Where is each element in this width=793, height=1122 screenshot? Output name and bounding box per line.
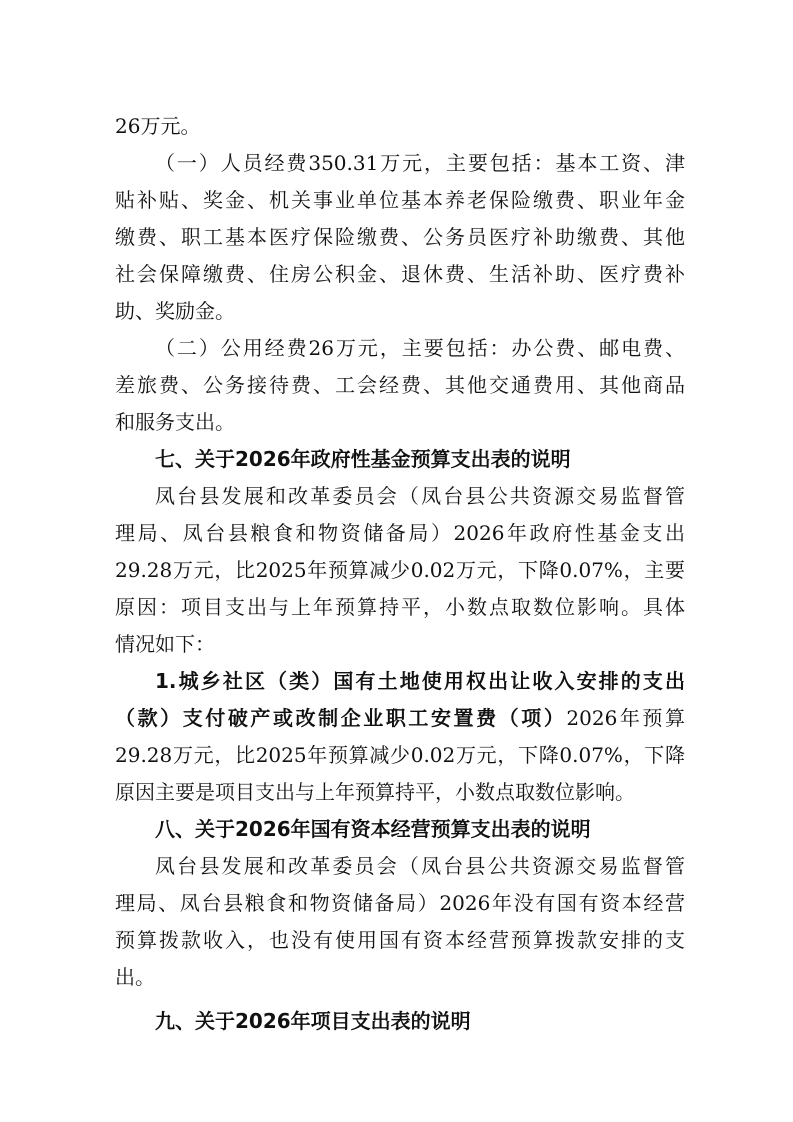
paragraph-line: 原因主要是项目支出与上年预算持平，小数点取数位影响。 [115, 780, 635, 804]
paragraph-line: 29.28万元，比2025年预算减少0.02万元，下降0.07%，主要 [115, 558, 685, 582]
paragraph-line: 凤台县发展和改革委员会（凤台县公共资源交易监督管 [155, 854, 685, 878]
paragraph-line: 社会保障缴费、住房公积金、退休费、生活补助、医疗费补 [115, 262, 685, 286]
subsection-title-cont: （款）支付破产或改制企业职工安置费（项） [115, 706, 567, 730]
paragraph-line: 助、奖励金。 [115, 299, 235, 323]
subsection-title: 1.城乡社区（类）国有土地使用权出让收入安排的支出 [155, 669, 685, 693]
paragraph-line: 出。 [115, 965, 155, 989]
section-heading: 七、关于2026年政府性基金预算支出表的说明 [155, 447, 571, 471]
subsection-line [115, 704, 685, 732]
paragraph-text: 2026年预算 [566, 706, 685, 730]
paragraph-line: 理局、凤台县粮食和物资储备局）2026年没有国有资本经营 [115, 891, 685, 915]
paragraph-line: 理局、凤台县粮食和物资储备局）2026年政府性基金支出 [115, 521, 685, 545]
paragraph-line: 预算拨款收入，也没有使用国有资本经营预算拨款安排的支 [115, 928, 685, 952]
paragraph-line: （一）人员经费350.31万元，主要包括：基本工资、津 [155, 151, 685, 175]
paragraph-line: 缴费、职工基本医疗保险缴费、公务员医疗补助缴费、其他 [115, 225, 685, 249]
paragraph-line: 凤台县发展和改革委员会（凤台县公共资源交易监督管 [155, 484, 685, 508]
paragraph-line: 29.28万元，比2025年预算减少0.02万元，下降0.07%，下降 [115, 743, 685, 767]
section-heading: 九、关于2026年项目支出表的说明 [155, 1009, 471, 1033]
section-heading: 八、关于2026年国有资本经营预算支出表的说明 [155, 817, 591, 841]
paragraph-line: 原因：项目支出与上年预算持平，小数点取数位影响。具体 [115, 595, 685, 619]
paragraph-line: 和服务支出。 [115, 410, 235, 434]
paragraph-line: （二）公用经费26万元，主要包括：办公费、邮电费、 [155, 336, 685, 360]
paragraph-line: 26万元。 [115, 114, 201, 138]
paragraph-line: 差旅费、公务接待费、工会经费、其他交通费用、其他商品 [115, 373, 685, 397]
paragraph-line: 贴补贴、奖金、机关事业单位基本养老保险缴费、职业年金 [115, 188, 685, 212]
paragraph-line: 情况如下： [115, 632, 215, 656]
